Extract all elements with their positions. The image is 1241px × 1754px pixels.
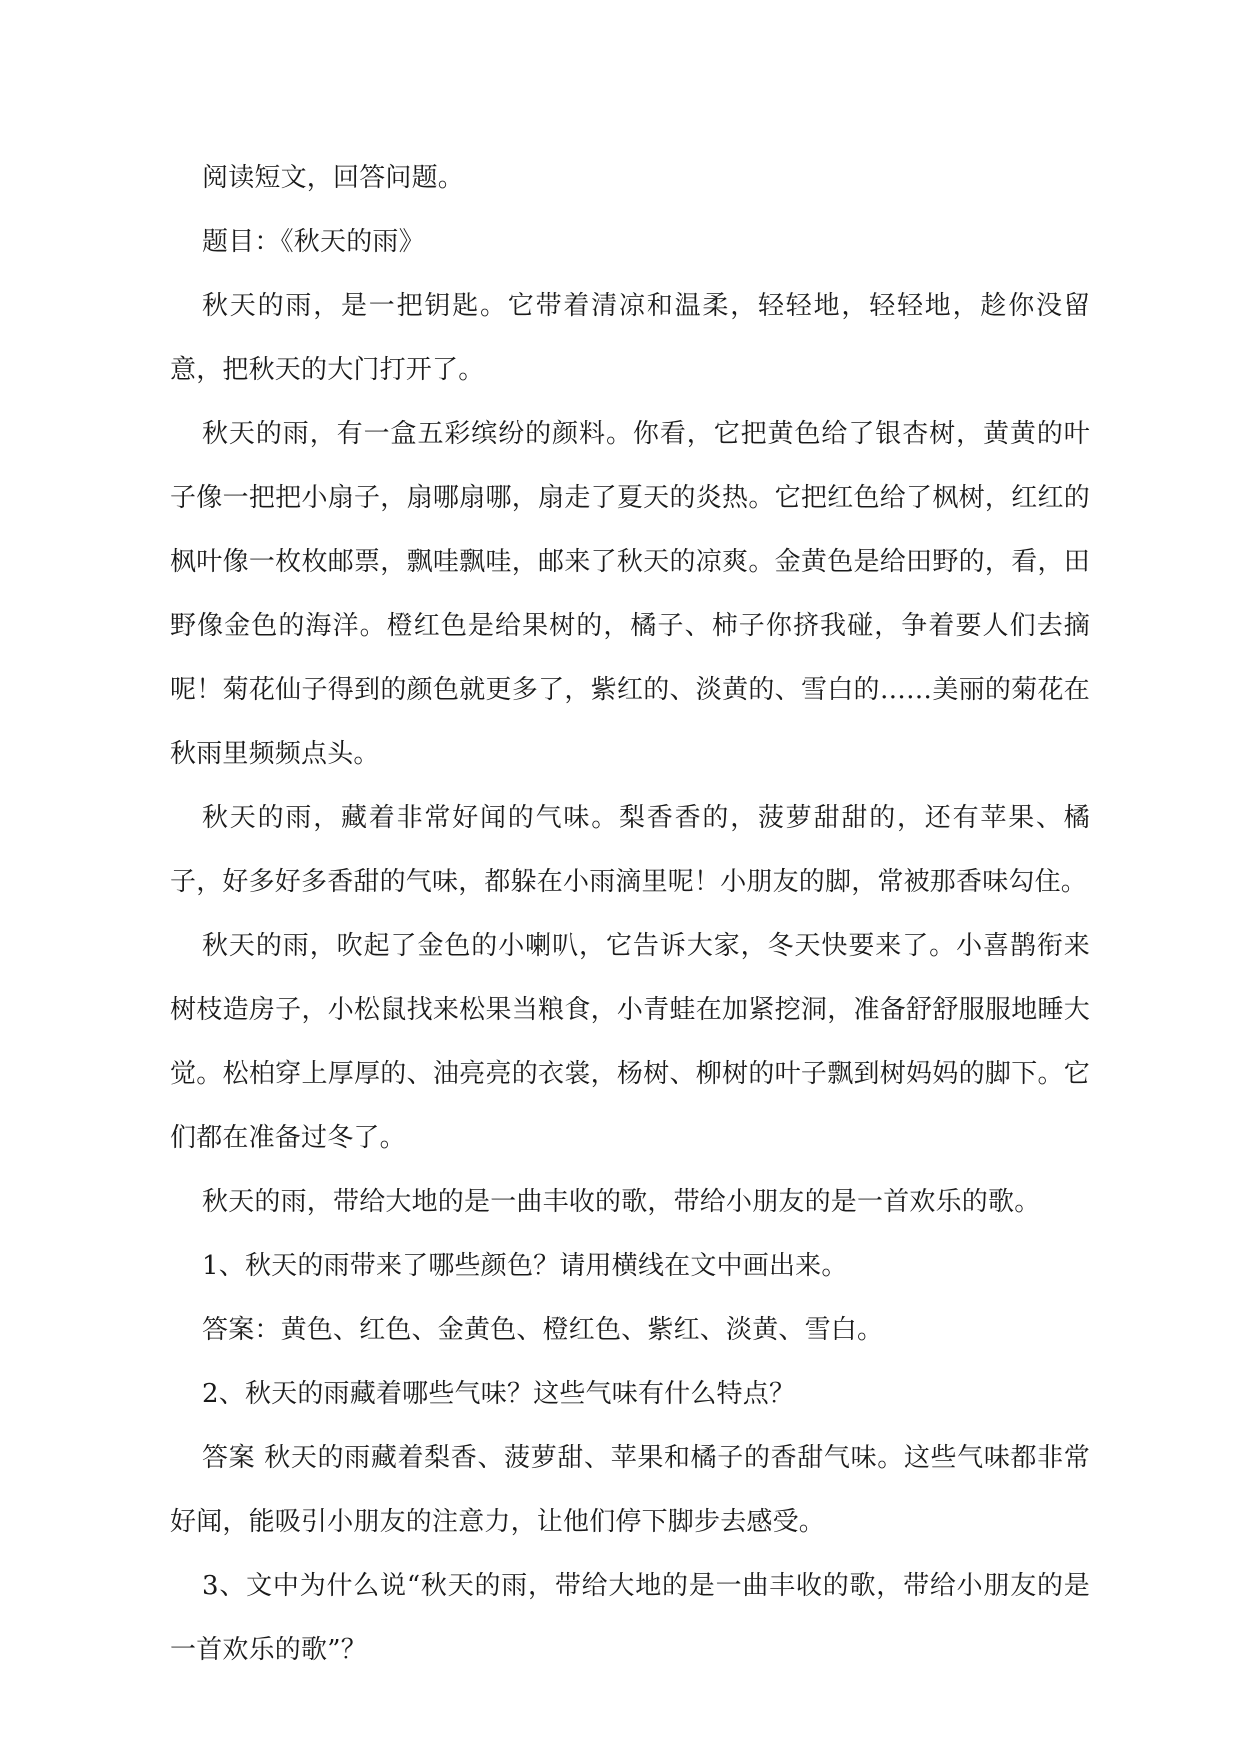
passage-paragraph: 秋天的雨，是一把钥匙。它带着清凉和温柔，轻轻地，轻轻地，趁你没留意，把秋天的大门打开了。 [170,291,1090,385]
passage-paragraph: 秋天的雨，有一盒五彩缤纷的颜料。你看，它把黄色给了银杏树，黄黄的叶子像一把把小扇子，扇哪扇哪，扇走了夏天的炎热。它把红色给了枫树，红红的枫叶像一枚枚邮票，飘哇飘哇，邮来了秋天的凉爽。金黄色是给田野的，看，田野像金色的海洋。橙红色是给果树的，橘子、柿子你挤我碰，争着要人们去摘呢！菊花仙子得到的颜色就更多了，紫红的、淡黄的、雪白的……美丽的菊花在秋雨里频频点头。 [170,419,1090,769]
answer-2: 答案 秋天的雨藏着梨香、菠萝甜、苹果和橘子的香甜气味。这些气味都非常好闻，能吸引小朋友的注意力，让他们停下脚步去感受。 [170,1443,1090,1537]
passage-paragraph: 秋天的雨，吹起了金色的小喇叭，它告诉大家，冬天快要来了。小喜鹊衔来树枝造房子，小松鼠找来松果当粮食，小青蛙在加紧挖洞，准备舒舒服服地睡大觉。松柏穿上厚厚的、油亮亮的衣裳，杨树、柳树的叶子飘到树妈妈的脚下。它们都在准备过冬了。 [170,931,1090,1153]
passage-paragraph: 秋天的雨，带给大地的是一曲丰收的歌，带给小朋友的是一首欢乐的歌。 [202,1187,1041,1217]
question-2: 2、秋天的雨藏着哪些气味？这些气味有什么特点？ [202,1379,796,1409]
question-3: 3、文中为什么说“秋天的雨，带给大地的是一曲丰收的歌，带给小朋友的是一首欢乐的歌”？ [170,1571,1090,1665]
passage-title: 题目：《秋天的雨》 [202,227,425,257]
instruction: 阅读短文，回答问题。 [202,163,465,193]
question-1: 1、秋天的雨带来了哪些颜色？请用横线在文中画出来。 [202,1251,848,1281]
document-body [170,146,1090,1682]
answer-1: 答案：黄色、红色、金黄色、橙红色、紫红、淡黄、雪白。 [202,1315,884,1345]
passage-paragraph: 秋天的雨，藏着非常好闻的气味。梨香香的，菠萝甜甜的，还有苹果、橘子，好多好多香甜的气味，都躲在小雨滴里呢！小朋友的脚，常被那香味勾住。 [170,803,1090,897]
